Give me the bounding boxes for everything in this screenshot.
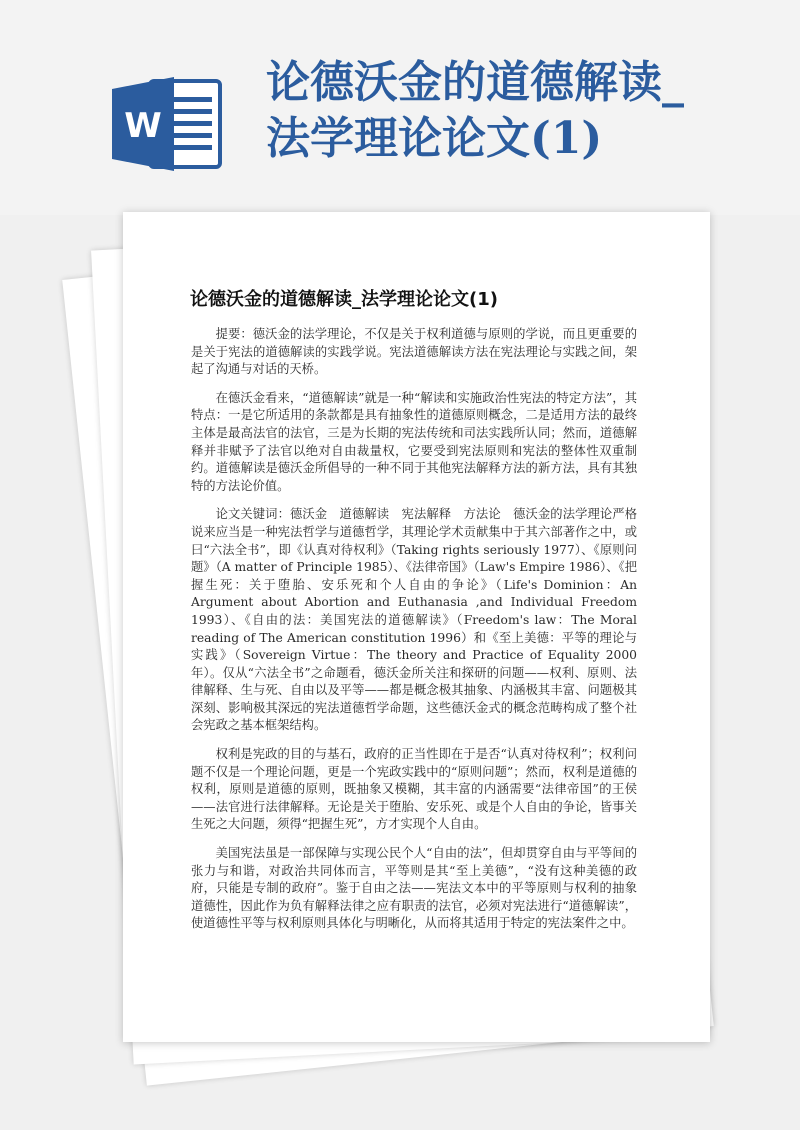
page-title-line2: 法学理论论文(1) — [266, 113, 603, 164]
word-icon-letter: W — [124, 106, 162, 146]
paragraph: 权利是宪政的目的与基石，政府的正当性即在于是否“认真对待权利”；权利问题不仅是一个理论问题，更是一个宪政实践中的“原则问题”；然而，权利是道德的权利，原则是道德的原则，既抽象又模糊，其丰富的内涵需要“法律帝国”的王侯——法官进行法律解释。无论是关于堕胎、安乐死、或是个人自由的争论，皆事关生死之大问题，须得“把握生死”，方才实现个人自由。 — [191, 747, 637, 832]
word-document-icon — [112, 75, 224, 173]
paragraph: 论文关键词：德沃金 道德解读 宪法解释 方法论 德沃金的法学理论严格说来应当是一种宪法哲学与道德哲学，其理论学术贡献集中于其六部著作之中，或曰“六法全书”，即《认真对待权利》（Taking rights seriously 1977）、《原则问题》（A matter of Principle 1985）、《法律帝国》（Law's Empire 1986）、《把握生死：关于堕胎、安乐死和个人自由的争论》（Life's Dominion：An Argument about Abortion and Euthanasia ,and Individual Freedom 1993）、《自由的法：美国宪法的道德解读》（Freedom's law：The Moral reading of The American constitution 1996）和《至上美德：平等的理论与实践》（Sovereign Virtue：The theory and Practice of Equality 2000年）。仅从“六法全书”之命题看，德沃金所关注和探研的问题——权利、原则、法律解释、生与死、自由以及平等——都是概念极其抽象、内涵极其丰富、问题极其深刻、影响极其深远的宪法道德哲学命题，这些德沃金式的概念范畴构成了整个社会宪政之基本框架结构。 — [191, 507, 637, 733]
document-title: 论德沃金的道德解读_法学理论论文(1) — [190, 289, 498, 310]
page-title-line1: 论德沃金的道德解读_ — [266, 57, 684, 108]
paragraph: 美国宪法虽是一部保障与实现公民个人“自由的法”，但却贯穿自由与平等间的张力与和谐，对政治共同体而言，平等则是其“至上美德”，“没有这种美德的政府，只能是专制的政府”。鉴于自由之法——宪法文本中的平等原则与权利的抽象道德性，因此作为负有解释法律之应有职责的法官，必须对宪法进行“道德解读”，使道德性平等与权利原则具体化与明晰化，从而将其适用于特定的宪法案件之中。 — [191, 846, 637, 931]
page-title — [266, 55, 786, 167]
paragraph: 提要：德沃金的法学理论，不仅是关于权利道德与原则的学说，而且更重要的是关于宪法的道德解读的实践学说。宪法道德解读方法在宪法理论与实践之间，架起了沟通与对话的天桥。 — [191, 327, 637, 377]
document-body — [191, 326, 637, 944]
paragraph: 在德沃金看来，“道德解读”就是一种“解读和实施政治性宪法的特定方法”，其特点：一是它所适用的条款都是具有抽象性的道德原则概念，二是适用方法的最终主体是最高法官的法官，三是为长期的宪法传统和司法实践所认同；然而，道德解释并非赋予了法官以绝对自由裁量权，它要受到宪法原则和宪法的整体性双重制约。道德解读是德沃金所倡导的一种不同于其他宪法解释方法的新方法，具有其独特的方法论价值。 — [191, 390, 637, 493]
